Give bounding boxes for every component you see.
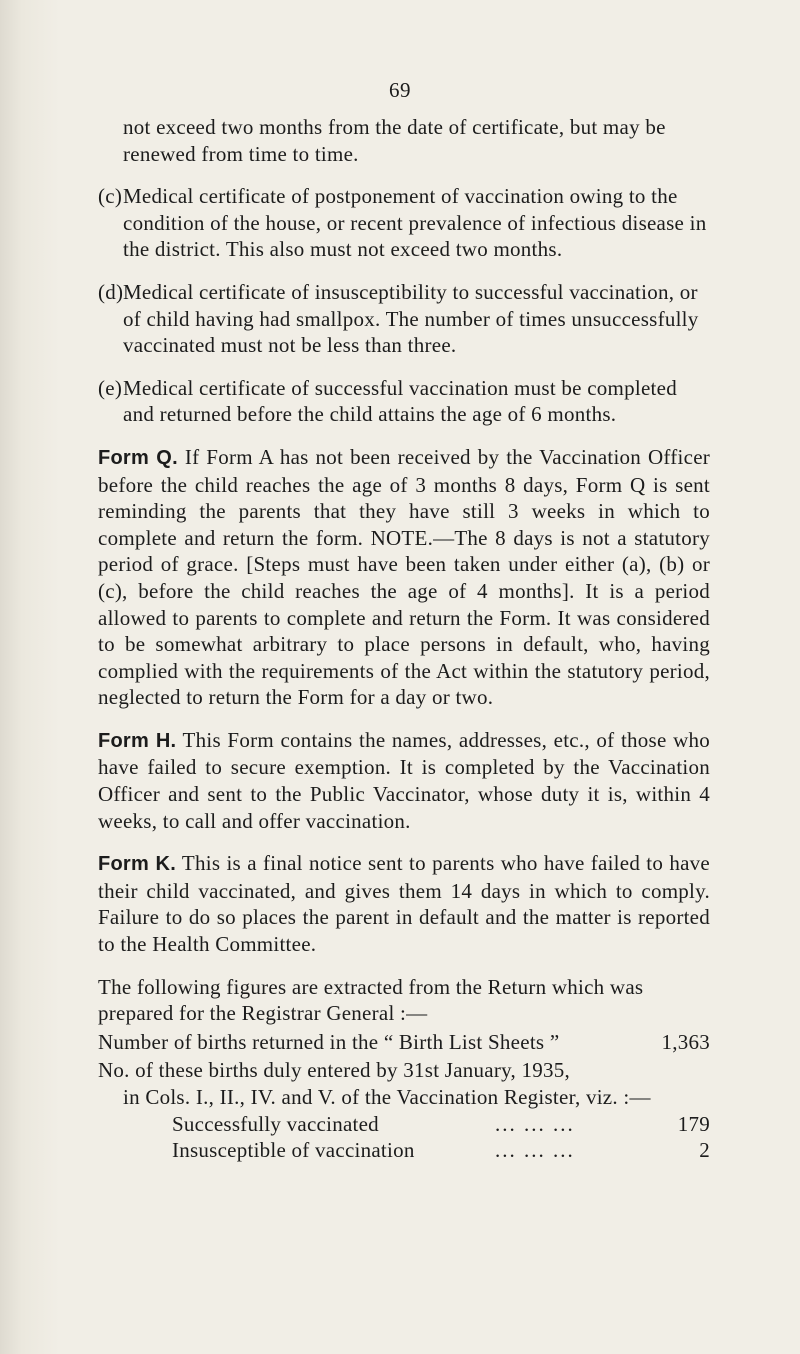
item-text: Medical certificate of postponement of vaccination owing to the condition of the house, or recent prevalence of infectious disease in the district. This also must not exceed two months. [123, 184, 707, 262]
form-h-paragraph [98, 727, 710, 834]
page-number: 69 [389, 78, 411, 102]
stat-label: Successfully vaccinated [172, 1111, 379, 1136]
stat-value: 2 [699, 1138, 710, 1163]
stat-row-insusceptible [98, 1137, 710, 1164]
form-k-heading: Form K. [98, 853, 177, 876]
births-label: Number of births returned in the “ Birth List Sheets ” [98, 1029, 560, 1054]
form-h-text: This Form contains the names, addresses, etc., of those who have failed to secure exemption. It is completed by the Vaccination Officer and sent to the Public Vaccinator, whose duty it is, within 4 weeks, to call and offer vaccination. [98, 727, 710, 833]
entered-line-2: in Cols. I., II., IV. and V. of the Vaccination Register, viz. :— [123, 1085, 651, 1109]
form-q-heading: Form Q. [98, 446, 178, 469]
item-letter: (c) [98, 184, 123, 209]
item-letter: (d) [98, 279, 124, 304]
form-k-paragraph [98, 850, 710, 957]
leader-dots: ... ... ... [495, 1111, 575, 1136]
entered-births-paragraph [98, 1057, 710, 1110]
form-q-paragraph [98, 444, 710, 711]
item-text: Medical certificate of insusceptibility to successful vaccination, or of child having had smallpox. The number of times unsuccessfully vaccinated must not be less than three. [123, 279, 699, 358]
entered-line-1: No. of these births duly entered by 31st January, 1935, [98, 1058, 570, 1083]
leader-dots: ... ... ... [495, 1138, 575, 1163]
continuation-paragraph: not exceed two months from the date of certificate, but may be renewed from time to time. [123, 115, 666, 166]
page-body [98, 114, 710, 1164]
list-item-d [98, 279, 710, 359]
figures-intro: The following figures are extracted from the Return which was prepared for the Registrar General :— [98, 974, 644, 1026]
form-h-heading: Form H. [98, 729, 177, 752]
form-q-text: If Form A has not been received by the Vaccination Officer before the child reaches the age of 3 months 8 days, Form Q is sent reminding the parents that they have still 3 weeks in which to complete and return the form. NOTE.—The 8 days is not a statutory period of grace. [Steps must have been taken under either (a), (b) or (c), before the child reaches the age of 4 months]. It is a period allowed to parents to complete and return the Form. It was considered to be somewhat arbitrary to place persons in default, who, having complied with the requirements of the Act within the statutory period, neglected to return the Form for a day or two. [98, 444, 711, 710]
stat-row-successful [98, 1111, 710, 1138]
stat-label: Insusceptible of vaccination [172, 1138, 415, 1163]
births-returned-row [98, 1029, 710, 1056]
list-item-c [98, 183, 710, 263]
births-value: 1,363 [661, 1029, 710, 1054]
form-k-text: This is a final notice sent to parents who have failed to have their child vaccinated, and gives them 14 days in which to comply. Failure to do so places the parent in default and the matter is reported to the Health Committee. [98, 851, 710, 957]
item-text: Medical certificate of successful vaccination must be completed and returned before the child attains the age of 6 months. [123, 375, 677, 427]
list-item-e [98, 375, 710, 428]
item-letter: (e) [98, 375, 123, 400]
stat-value: 179 [677, 1111, 710, 1136]
